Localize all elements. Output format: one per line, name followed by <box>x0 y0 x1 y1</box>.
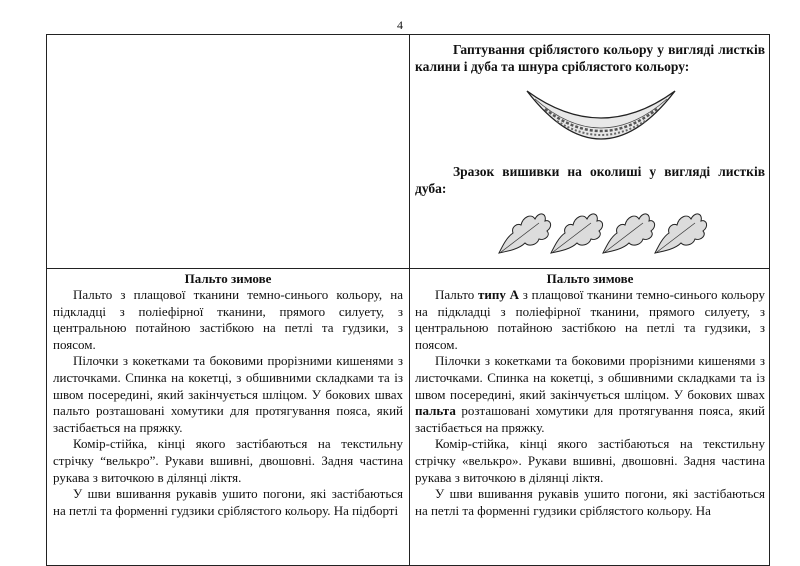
right-p2-end: розташовані хомутики для протягування пояса, який застібається на пряжку. <box>415 403 765 435</box>
right-p2-coat: пальта <box>415 403 456 419</box>
left-text-cell <box>53 271 403 565</box>
right-paragraph-3: Комір-стійка, кінці якого застібаються на текстильну стрічку «велькро». Рукави вшивні, двошовні. Задня частина рукава з виточкою в ділянці ліктя. <box>415 436 765 485</box>
comparison-table <box>46 34 770 566</box>
column-divider <box>409 35 410 565</box>
oak-embroidery-heading: Зразок вишивки на околиші у вигляді листків дуба: <box>415 164 765 196</box>
empty-cell <box>47 35 409 268</box>
right-p2-start: Пілочки з кокетками та боковими прорізними кишенями з листочками. Спинка на кокетці, з обшивними складками та із швом посередині, який закінчується шліцом. У бокових швах <box>415 353 765 402</box>
right-p1-end: з плащової тканини темно-синього кольору на підкладці з поліефірної тканини, прямого силуету, з центральною потайною застібкою на петлі та гудзики, з поясом. <box>415 287 766 352</box>
embroidery-heading: Гаптування сріблястого кольору у вигляді листків калини і дуба та шнура сріблястого кольору: <box>415 42 765 74</box>
left-paragraph-4: У шви вшивання рукавів ушито погони, які застібаються на петлі та форменні гудзики сріблястого кольору. На підборті <box>53 486 403 518</box>
left-paragraph-1: Пальто з плащової тканини темно-синього кольору, на підкладці з поліефірної тканини, прямого силуету, з центральною потайною застібкою на петлі та гудзики, з поясом. <box>53 287 403 352</box>
right-p1-start: Пальто <box>435 287 478 302</box>
embroidery-cell <box>415 41 765 266</box>
right-p1-type: типу А <box>477 287 519 302</box>
page-number: 4 <box>397 18 403 32</box>
oak-leaves-image <box>493 205 713 261</box>
right-title: Пальто зимове <box>546 271 634 286</box>
right-paragraph-4: У шви вшивання рукавів ушито погони, які застібаються на петлі та форменні гудзики сріблястого кольору. На <box>415 486 765 518</box>
right-paragraph-2 <box>415 353 765 436</box>
crescent-embroidery-image <box>521 87 681 157</box>
left-title: Пальто зимове <box>184 271 272 286</box>
left-paragraph-3: Комір-стійка, кінці якого застібаються на текстильну стрічку “велькро”. Рукави вшивні, двошовні. Задня частина рукава з виточкою в ділянці ліктя. <box>53 436 403 485</box>
left-paragraph-2: Пілочки з кокетками та боковими прорізними кишенями з листочками. Спинка на кокетці, з обшивними складками та із швом посередині, який закінчується шліцом. У бокових швах пальто розташовані хомутики для протягування пояса, який застібається на пряжку. <box>53 353 403 435</box>
row-divider <box>47 268 769 269</box>
right-paragraph-1 <box>415 287 765 353</box>
right-text-cell <box>415 271 765 565</box>
